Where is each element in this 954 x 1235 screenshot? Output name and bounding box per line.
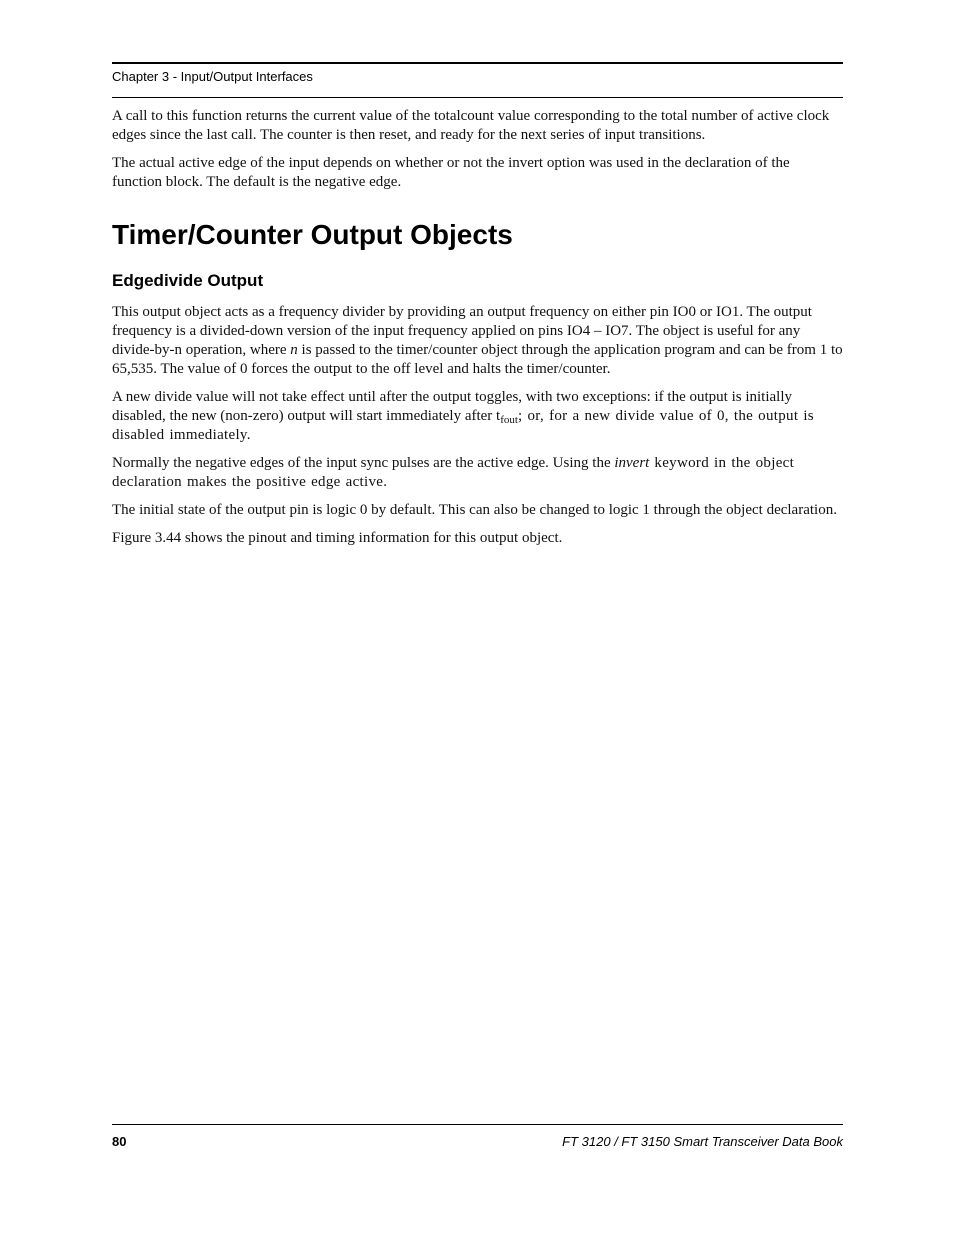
body-paragraph-3 bbox=[112, 454, 843, 492]
header-top-rule bbox=[112, 62, 843, 64]
keyword-invert: invert bbox=[614, 455, 650, 471]
body-paragraph-5: Figure 3.44 shows the pinout and timing information for this output object. bbox=[112, 530, 563, 546]
running-header: Chapter 3 - Input/Output Interfaces bbox=[112, 69, 313, 84]
body-paragraph-1 bbox=[112, 303, 843, 379]
body-paragraph-2 bbox=[112, 388, 843, 445]
book-title: FT 3120 / FT 3150 Smart Transceiver Data Book bbox=[562, 1134, 843, 1149]
body-paragraph-4: The initial state of the output pin is logic 0 by default. This can also be changed to logic 1 through the object declaration. bbox=[112, 502, 837, 518]
intro-paragraph-2: The actual active edge of the input depends on whether or not the invert option was used in the declaration of the function block. The default is the negative edge. bbox=[112, 155, 790, 190]
subsection-heading: Edgedivide Output bbox=[112, 271, 264, 290]
intro-paragraph-1: A call to this function returns the current value of the totalcount value corresponding to the total number of active clock edges since the last call. The counter is then reset, and ready for the next series of input transitions. bbox=[112, 108, 830, 143]
paragraph-text: Normally the negative edges of the input sync pulses are the active edge. Using the bbox=[112, 455, 615, 471]
header-bottom-rule bbox=[112, 97, 843, 98]
paragraph-text: keyword in the object declaration makes the positive edge active. bbox=[112, 455, 795, 490]
paragraph-text: This output object acts as a frequency divider by providing an output frequency on either pin IO0 or IO1. The output frequency is a divided-down version of the input frequency applied on pins IO4 – IO7. The object is useful for any divide-by-n operation, where bbox=[112, 304, 812, 358]
page-body bbox=[112, 107, 843, 557]
paragraph-text: is passed to the timer/counter object through the application program and can be from 1 to 65,535. The value of 0 forces the output to the off level and halts the timer/counter. bbox=[112, 342, 843, 377]
footer-rule bbox=[112, 1124, 843, 1125]
page-number: 80 bbox=[112, 1134, 127, 1149]
section-heading: Timer/Counter Output Objects bbox=[112, 219, 513, 250]
variable-n: n bbox=[290, 342, 298, 358]
paragraph-text: ; or, for a new divide value of 0, the output is disabled immediately. bbox=[112, 408, 814, 443]
paragraph-text: A new divide value will not take effect until after the output toggles, with two exceptions: if the output is initially disabled, the new (non-zero) output will start immediately after t bbox=[112, 389, 793, 424]
subscript-fout: fout bbox=[500, 414, 518, 426]
